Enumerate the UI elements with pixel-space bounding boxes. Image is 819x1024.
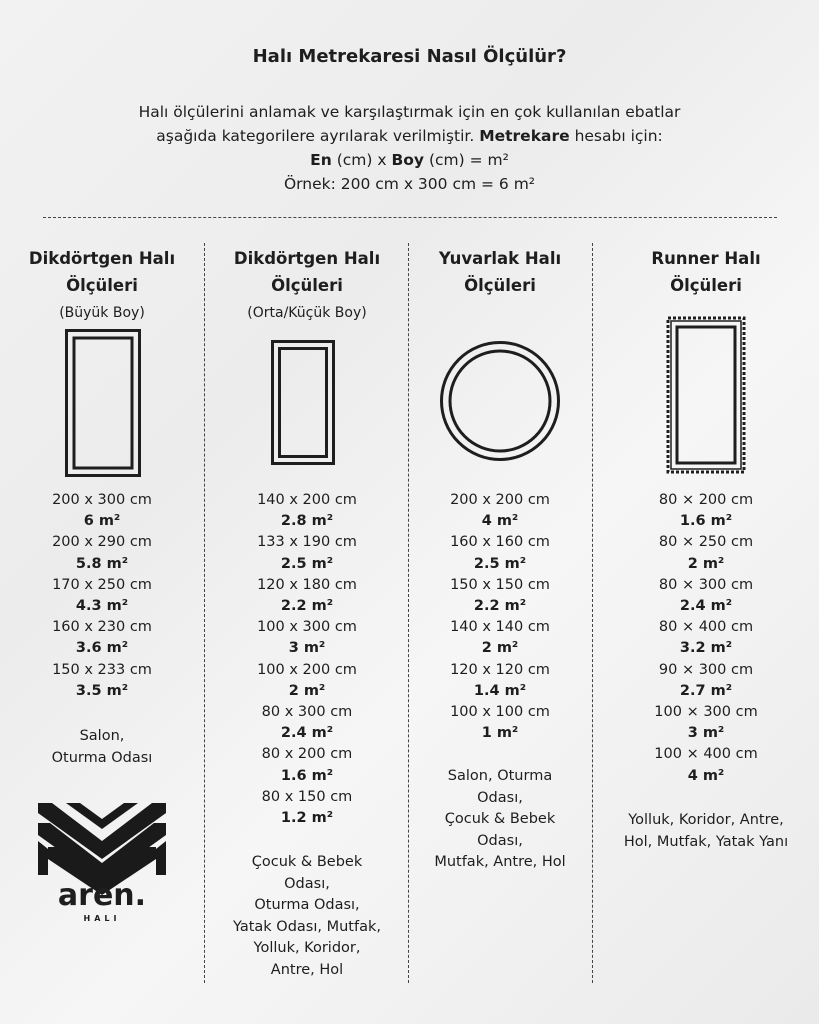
size-area: 1.6 m² xyxy=(679,513,733,530)
size-dim: 160 x 230 cm xyxy=(52,619,152,636)
size-dim: 80 × 200 cm xyxy=(658,492,754,508)
size-dim: 140 x 140 cm xyxy=(450,619,550,636)
size-area: 3 m² xyxy=(687,725,725,742)
formula-en: En xyxy=(310,151,332,169)
intro-line-2-post: hesabı için: xyxy=(574,127,663,145)
size-dim: 90 × 300 cm xyxy=(658,661,754,678)
size-area: 4 m² xyxy=(687,767,725,784)
column-separator-1 xyxy=(204,243,205,983)
column-title: Dikdörtgen Halı Ölçüleri xyxy=(233,249,381,295)
size-area: 2.8 m² xyxy=(280,513,334,530)
size-area: 2.2 m² xyxy=(473,598,527,615)
size-dim: 150 x 150 cm xyxy=(450,576,550,593)
column-medium-rectangle xyxy=(212,245,402,985)
column-title: Yuvarlak Halı Ölçüleri xyxy=(438,249,562,295)
size-area: 1.2 m² xyxy=(280,810,334,827)
size-area: 2.5 m² xyxy=(280,555,334,572)
usage-areas: Çocuk & Bebek Odası, Oturma Odası, Yatak Odası, Mutfak, Yolluk, Koridor, Antre, Hol xyxy=(232,854,381,978)
formula-boy: Boy xyxy=(391,151,425,169)
size-area: 2.4 m² xyxy=(280,725,334,742)
column-runner xyxy=(600,245,812,985)
size-dim: 150 x 233 cm xyxy=(52,661,152,678)
column-subtitle: (Büyük Boy) xyxy=(59,305,145,321)
formula xyxy=(0,148,819,172)
size-dim: 200 x 290 cm xyxy=(52,534,152,551)
size-dim: 100 x 200 cm xyxy=(257,661,357,678)
medium-rectangle-rug-icon xyxy=(271,340,335,465)
size-list xyxy=(10,490,194,702)
size-dim: 120 x 120 cm xyxy=(450,661,550,678)
size-dim: 100 x 100 cm xyxy=(450,704,550,721)
size-area: 2 m² xyxy=(481,640,519,657)
round-rug-icon xyxy=(439,340,561,462)
page-title: Halı Metrekaresi Nasıl Ölçülür? xyxy=(252,46,567,67)
size-dim: 80 × 400 cm xyxy=(658,619,754,636)
size-area: 3.5 m² xyxy=(75,682,129,699)
size-dim: 100 × 300 cm xyxy=(654,704,758,721)
size-dim: 80 × 250 cm xyxy=(658,534,754,551)
formula-cm-2: (cm) = m² xyxy=(428,151,509,169)
size-dim: 133 x 190 cm xyxy=(257,534,357,551)
column-separator-3 xyxy=(592,243,593,983)
size-list xyxy=(212,490,402,829)
usage-areas: Yolluk, Koridor, Antre, Hol, Mutfak, Yatak Yanı xyxy=(623,812,789,850)
logo-brand-name: aren. xyxy=(57,878,147,913)
intro-line-2-pre: aşağıda kategorilere ayrılarak verilmiştir. xyxy=(156,127,475,145)
logo-subtitle: HALI xyxy=(83,914,121,923)
size-area: 2.5 m² xyxy=(473,555,527,572)
size-area: 5.8 m² xyxy=(75,555,129,572)
horizontal-divider xyxy=(43,217,777,218)
size-dim: 80 × 300 cm xyxy=(658,576,754,593)
column-subtitle: (Orta/Küçük Boy) xyxy=(247,305,367,321)
intro-line-1: Halı ölçülerini anlamak ve karşılaştırmak için en çok kullanılan ebatlar xyxy=(138,103,681,121)
size-dim: 80 x 150 cm xyxy=(261,788,353,805)
size-dim: 160 x 160 cm xyxy=(450,534,550,551)
size-area: 2.7 m² xyxy=(679,682,733,699)
column-title: Runner Halı Ölçüleri xyxy=(651,249,761,295)
size-dim: 200 x 300 cm xyxy=(52,492,152,508)
size-area: 2 m² xyxy=(288,682,326,699)
column-round xyxy=(412,245,588,985)
size-dim: 80 x 200 cm xyxy=(261,746,353,763)
size-area: 3.2 m² xyxy=(679,640,733,657)
intro-metrekare: Metrekare xyxy=(479,127,570,145)
size-area: 2.4 m² xyxy=(679,598,733,615)
size-area: 3 m² xyxy=(288,640,326,657)
size-list xyxy=(600,490,812,787)
size-area: 1.4 m² xyxy=(473,682,527,699)
size-dim: 80 x 300 cm xyxy=(261,704,353,721)
column-title: Dikdörtgen Halı Ölçüleri xyxy=(28,249,176,295)
large-rectangle-rug-icon xyxy=(65,329,141,477)
size-area: 2.2 m² xyxy=(280,598,334,615)
intro-text xyxy=(0,100,819,196)
usage-areas: Salon, Oturma Odası xyxy=(51,728,153,766)
size-list xyxy=(412,490,588,744)
size-dim: 170 x 250 cm xyxy=(52,576,152,593)
size-dim: 100 × 400 cm xyxy=(654,746,758,763)
column-separator-2 xyxy=(408,243,409,983)
size-dim: 140 x 200 cm xyxy=(257,492,357,508)
formula-cm-1: (cm) x xyxy=(336,151,387,169)
size-area: 1.6 m² xyxy=(280,767,334,784)
size-area: 3.6 m² xyxy=(75,640,129,657)
intro-line-2 xyxy=(0,124,819,148)
size-area: 6 m² xyxy=(83,513,121,530)
size-area: 4 m² xyxy=(481,513,519,530)
size-area: 2 m² xyxy=(687,555,725,572)
usage-areas: Salon, Oturma Odası, Çocuk & Bebek Odası, Mutfak, Antre, Hol xyxy=(434,768,566,870)
size-area: 1 m² xyxy=(481,725,519,742)
example: Örnek: 200 cm x 300 cm = 6 m² xyxy=(283,175,536,193)
size-dim: 200 x 200 cm xyxy=(450,492,550,508)
size-area: 4.3 m² xyxy=(75,598,129,615)
size-dim: 120 x 180 cm xyxy=(257,576,357,593)
runner-rug-icon xyxy=(665,315,747,475)
size-dim: 100 x 300 cm xyxy=(257,619,357,636)
